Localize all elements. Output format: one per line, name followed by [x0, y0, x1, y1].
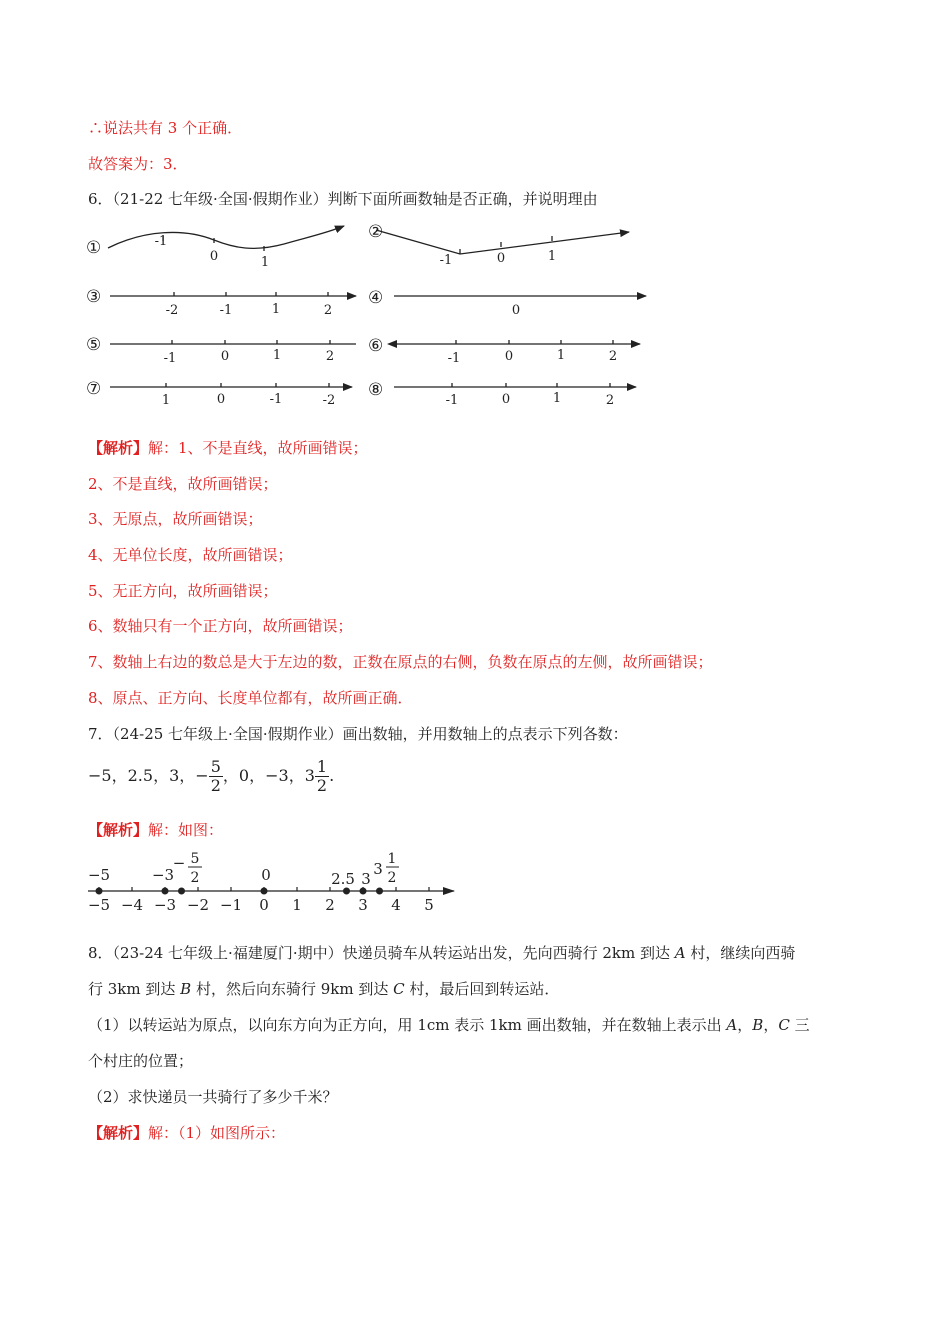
q7-tick-label: 2	[325, 896, 335, 914]
question-8-line-3: （1）以转运站为原点，以向东方向为正方向，用 1cm 表示 1km 画出数轴，并在数轴上表示出 A，B，C 三	[88, 1016, 810, 1034]
tick-label: 1	[552, 391, 562, 406]
q7-point	[96, 888, 103, 895]
tick-label: 0	[220, 349, 230, 364]
answer-6-line-7: 7、数轴上右边的数总是大于左边的数，正数在原点的右侧，负数在原点的左侧，故所画错误；	[88, 653, 713, 671]
axis-7-circled: ⑦	[86, 379, 102, 399]
question-8-line-1: 8．（23-24 七年级上·福建厦门·期中）快递员骑车从转运站出发，先向西骑行 2km 到达 A 村，继续向西骑	[88, 944, 796, 962]
axis-6-circled: ⑥	[368, 336, 384, 356]
point-label-mixed-whole: 3	[373, 860, 383, 878]
q7-point	[162, 888, 169, 895]
tick-label: 2	[323, 303, 333, 318]
axis-1-line	[108, 226, 344, 248]
tick-label: 0	[511, 303, 521, 318]
q7-point	[178, 888, 185, 895]
point-label-0: 0	[261, 866, 271, 884]
answer-6-line-1: 【解析】解：1、不是直线，故所画错误；	[88, 439, 368, 457]
answer-6-line-2: 2、不是直线，故所画错误；	[88, 475, 278, 493]
tick-label: -1	[447, 351, 461, 366]
tick-label: -1	[269, 392, 283, 407]
tick-label: -2	[322, 393, 336, 408]
question-6: 6．（21-22 七年级·全国·假期作业）判断下面所画数轴是否正确，并说明理由	[88, 190, 598, 208]
axis-1-circled: ①	[86, 238, 102, 258]
answer-6-line-4: 4、无单位长度，故所画错误；	[88, 546, 293, 564]
tick-label: 0	[216, 392, 226, 407]
q7-tick-label: −2	[186, 896, 210, 914]
point-label-m3: −3	[151, 866, 175, 884]
fraction: $\frac{5}{2}$	[210, 757, 221, 795]
tick-label: -1	[219, 303, 233, 318]
tick-label: -2	[165, 303, 179, 318]
tick-label: 1	[161, 393, 171, 408]
point-label-frac-sign: −	[172, 854, 186, 872]
axis-3-circled: ③	[86, 287, 102, 307]
q7-tick-label: 1	[292, 896, 302, 914]
tick-label: 1	[271, 302, 281, 317]
q6-axes-figure	[84, 220, 664, 416]
tick-label: 0	[496, 251, 506, 266]
q7-tick-label: 5	[424, 896, 434, 914]
point-label-frac-num: 5	[190, 851, 200, 867]
answer-7: 【解析】解：如图：	[88, 821, 224, 839]
tick-label: 1	[272, 348, 282, 363]
tick-label: 1	[556, 348, 566, 363]
question-8-line-5: （2）求快递员一共骑行了多少千米？	[88, 1088, 338, 1106]
q7-point	[376, 888, 383, 895]
q7-tick-label: 0	[259, 896, 269, 914]
axis-5-circled: ⑤	[86, 335, 102, 355]
q7-tick-label: −1	[219, 896, 243, 914]
point-label-mixed-num: 1	[387, 851, 397, 867]
answer-line: 故答案为：3．	[88, 155, 188, 173]
tick-label: 0	[209, 249, 219, 264]
q7-tick-label: −3	[153, 896, 177, 914]
tick-label: -1	[163, 351, 177, 366]
q7-point	[343, 888, 350, 895]
conclusion-line: ∴说法共有 3 个正确．	[88, 119, 243, 137]
tick-label: -1	[445, 393, 459, 408]
tick-label: 0	[501, 392, 511, 407]
answer-6-line-5: 5、无正方向，故所画错误；	[88, 582, 278, 600]
q7-tick-label: 4	[391, 896, 401, 914]
point-label-3: 3	[361, 870, 371, 888]
q7-tick-label: −4	[120, 896, 144, 914]
tick-label: 1	[260, 255, 270, 270]
answer-8: 【解析】解：（1）如图所示：	[88, 1124, 286, 1142]
point-label-mixed-den: 2	[387, 870, 397, 886]
q7-tick-label: −5	[87, 896, 111, 914]
answer-6-line-3: 3、无原点，故所画错误；	[88, 510, 263, 528]
mixed-fraction: $\frac{1}{2}$	[316, 757, 328, 795]
tick-label: 2	[608, 349, 618, 364]
point-label-frac-den: 2	[190, 870, 200, 886]
tick-label: 1	[547, 249, 557, 264]
tick-label: -1	[154, 234, 168, 249]
q7-number-line	[84, 846, 464, 918]
point-label-m5: −5	[87, 866, 111, 884]
point-label-2-5: 2.5	[331, 870, 355, 888]
question-7: 7．（24-25 七年级上·全国·假期作业）画出数轴，并用数轴上的点表示下列各数：	[88, 725, 628, 743]
answer-6-line-6: 6、数轴只有一个正方向，故所画错误；	[88, 617, 353, 635]
answer-6-line-8: 8、原点、正方向、长度单位都有，故所画正确．	[88, 689, 413, 707]
question-8-line-4: 个村庄的位置；	[88, 1052, 194, 1070]
q7-point	[261, 888, 268, 895]
q7-point	[360, 888, 367, 895]
q7-numbers: −5，2.5，3，− $\frac{5}{2}$ ，0，−3，3 $\frac{1}{2}$ .	[88, 757, 335, 795]
axis-2-circled: ②	[368, 222, 384, 242]
axis-8-circled: ⑧	[368, 380, 384, 400]
tick-label: 2	[325, 349, 335, 364]
question-8-line-2: 行 3km 到达 B 村，然后向东骑行 9km 到达 C 村，最后回到转运站．	[88, 980, 560, 998]
axis-4-circled: ④	[368, 288, 384, 308]
tick-label: 2	[605, 393, 615, 408]
tick-label: 0	[504, 349, 514, 364]
q7-tick-label: 3	[358, 896, 368, 914]
tick-label: -1	[439, 253, 453, 268]
